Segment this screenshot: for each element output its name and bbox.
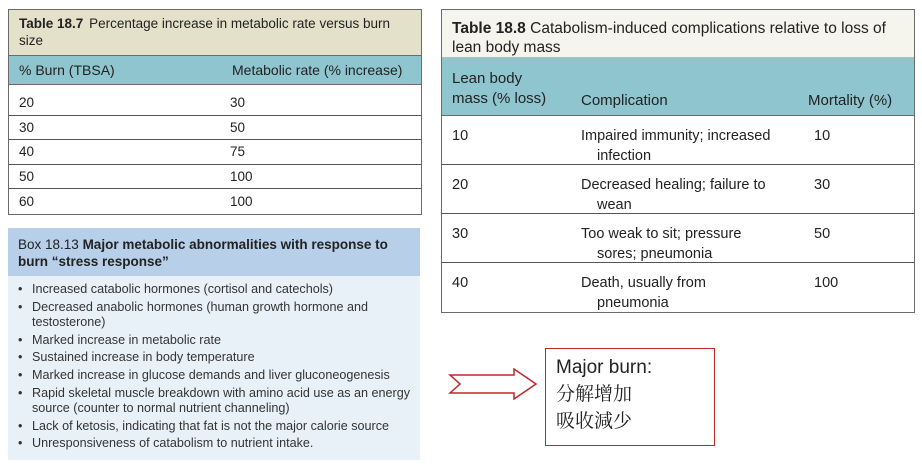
list-item: • Sustained increase in body temperature xyxy=(18,350,412,366)
column-header-metabolic-rate: Metabolic rate (% increase) xyxy=(232,62,403,78)
complication-cell xyxy=(581,273,808,312)
burn-cell: 20 xyxy=(19,95,35,111)
mortality-cell: 100 xyxy=(814,275,839,291)
table-18-7-body xyxy=(9,85,421,214)
complication-line: Too weak to sit; pressure xyxy=(581,226,742,242)
annotation-title: Major burn: xyxy=(556,357,653,378)
box-18-13-caption xyxy=(8,228,420,276)
arrow-right-icon xyxy=(448,368,538,400)
complication-line: sores; pneumonia xyxy=(597,246,713,262)
mortality-cell: 10 xyxy=(814,128,831,144)
box-18-13-label: Box 18.13 xyxy=(18,237,79,252)
table-row xyxy=(9,116,421,141)
annotation-line: 分解增加 xyxy=(556,383,633,405)
header-line: mass (% loss) xyxy=(452,90,547,107)
list-item: • Lack of ketosis, indicating that fat is not the major calorie source xyxy=(18,419,412,435)
rate-cell: 75 xyxy=(230,144,246,160)
table-18-8-label: Table 18.8 xyxy=(452,20,526,37)
rate-cell: 100 xyxy=(230,169,253,185)
burn-cell: 30 xyxy=(19,119,35,135)
table-18-7-label: Table 18.7 xyxy=(19,16,84,31)
complication-cell xyxy=(581,175,808,213)
complication-cell xyxy=(581,126,808,164)
list-item: • Marked increase in glucose demands and liver gluconeogenesis xyxy=(18,368,412,384)
rate-cell: 30 xyxy=(230,95,246,111)
table-18-8-caption xyxy=(442,10,914,58)
mortality-cell: 30 xyxy=(814,177,831,193)
table-row xyxy=(9,91,421,116)
burn-cell: 60 xyxy=(19,194,35,210)
abnormalities-list xyxy=(8,276,420,452)
box-18-13 xyxy=(8,228,420,460)
annotation-line: 吸收減少 xyxy=(556,410,633,432)
list-item: • Decreased anabolic hormones (human growth hormone and testosterone) xyxy=(18,300,412,331)
complication-cell xyxy=(581,224,808,262)
column-header-burn: % Burn (TBSA) xyxy=(19,62,115,78)
table-row xyxy=(442,214,914,263)
table-18-7 xyxy=(8,9,422,215)
table-18-7-title: Percentage increase in metabolic rate versus burn size xyxy=(19,16,390,48)
list-item: • Unresponsiveness of catabolism to nutrient intake. xyxy=(18,436,412,452)
annotation-box xyxy=(545,348,715,446)
complication-line: Death, usually from xyxy=(581,275,706,291)
table-row xyxy=(442,116,914,165)
complication-line: Decreased healing; failure to xyxy=(581,177,766,193)
table-18-7-header xyxy=(9,55,421,85)
rate-cell: 100 xyxy=(230,194,253,210)
box-18-13-title: Major metabolic abnormalities with response to burn “stress response” xyxy=(18,237,388,269)
complication-line: pneumonia xyxy=(597,295,669,311)
table-row xyxy=(442,165,914,214)
table-row xyxy=(442,263,914,312)
rate-cell: 50 xyxy=(230,119,246,135)
table-row xyxy=(9,165,421,190)
table-18-7-caption xyxy=(9,10,421,55)
table-18-8-title: Catabolism-induced complications relative to loss of lean body mass xyxy=(452,20,886,56)
loss-cell: 20 xyxy=(452,177,469,193)
table-18-8 xyxy=(441,9,915,313)
mortality-cell: 50 xyxy=(814,226,831,242)
loss-cell: 10 xyxy=(452,128,469,144)
complication-line: Impaired immunity; increased xyxy=(581,128,771,144)
list-item: • Rapid skeletal muscle breakdown with amino acid use as an energy source (counter to normal nutrient channeling) xyxy=(18,386,412,417)
list-item: • Marked increase in metabolic rate xyxy=(18,333,412,349)
column-header-mortality: Mortality (%) xyxy=(808,92,893,109)
loss-cell: 30 xyxy=(452,226,469,242)
loss-cell: 40 xyxy=(452,275,469,291)
column-header-lean-body-mass xyxy=(442,69,581,109)
burn-cell: 50 xyxy=(19,169,35,185)
table-row xyxy=(9,189,421,214)
complication-line: infection xyxy=(597,148,652,164)
burn-cell: 40 xyxy=(19,144,35,160)
complication-line: wean xyxy=(597,197,632,213)
table-row xyxy=(9,140,421,165)
header-line: Lean body xyxy=(452,70,523,87)
column-header-complication: Complication xyxy=(581,92,668,109)
table-18-8-header xyxy=(442,58,914,116)
list-item: • Increased catabolic hormones (cortisol and catechols) xyxy=(18,282,412,298)
